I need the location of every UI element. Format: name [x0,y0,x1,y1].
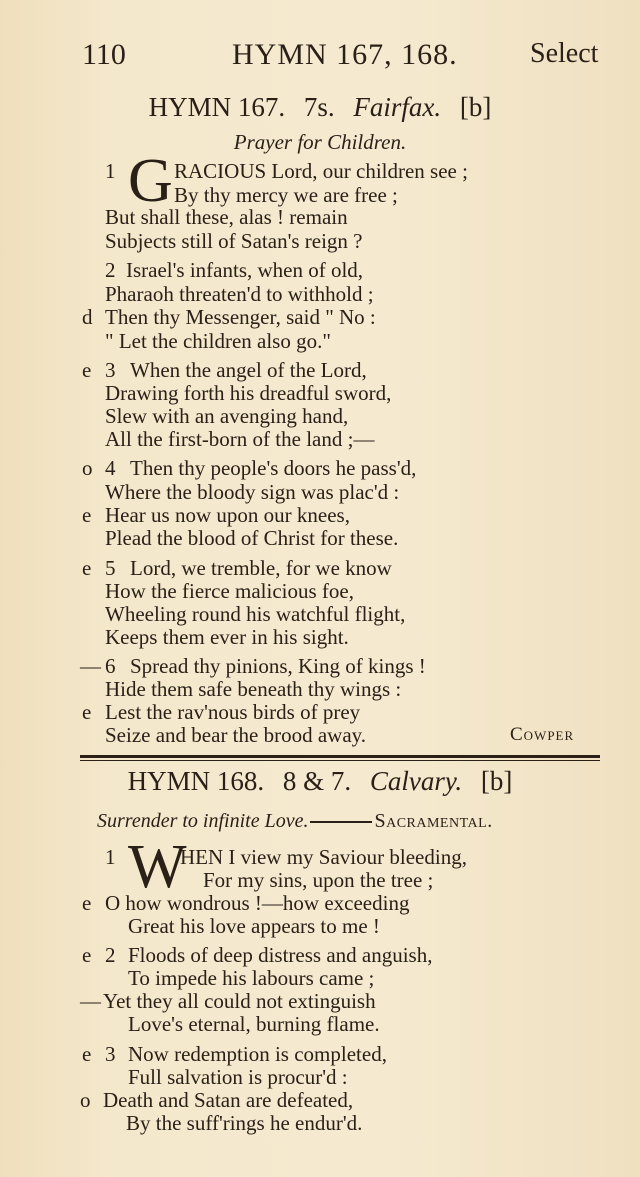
stanza-number: 3 [105,358,116,382]
attribution: Cowper [510,724,575,745]
dynamic-mark: e [82,556,92,580]
verse-line: Wheeling round his watchful flight, [105,602,406,626]
hymn-168-tune: Calvary. [369,766,463,796]
verse-line: Pharaoh threaten'd to withhold ; [105,282,374,306]
verse-line: Great his love appears to me ! [128,914,380,938]
stanza-number: 2 [105,943,116,967]
verse-line: Plead the blood of Christ for these. [105,526,399,550]
hymn-167-key: [b] [459,92,492,122]
verse-line: But shall these, alas ! remain [105,205,348,229]
verse-line: Slew with an avenging hand, [105,404,349,428]
verse-line: " Let the children also go." [105,329,331,353]
hymn-168-subtitle [97,810,493,833]
verse-line: Then thy people's doors he pass'd, [130,456,417,480]
hymn-167-tune: Fairfax. [353,92,442,122]
verse-line: Drawing forth his dreadful sword, [105,381,392,405]
dynamic-mark: e [82,700,92,724]
verse-line: Then thy Messenger, said " No : [105,305,376,329]
hymn-168-subtitle-text: Surrender to infinite Love. [97,810,309,832]
verse-line: Lord, we tremble, for we know [130,556,392,580]
stanza-number: 1 [105,845,116,869]
verse-line: Hear us now upon our knees, [105,503,350,527]
hymn-167-subtitle: Prayer for Children. [233,130,407,154]
running-head-right: Select [530,38,599,69]
hymn-168-meter: 8 & 7. [282,766,352,796]
verse-line: By the suff'rings he endur'd. [126,1111,363,1135]
dynamic-mark: o [80,1088,91,1112]
verse-line: To impede his labours came ; [128,966,375,990]
dynamic-mark: d [82,305,93,329]
dynamic-mark: — [80,989,101,1013]
dynamic-mark: e [82,1042,92,1066]
drop-cap: W [128,833,187,901]
verse-line: Love's eternal, burning flame. [128,1012,380,1036]
subtitle-dash [310,821,372,823]
stanza-number: 4 [105,456,116,480]
verse-line: When the angel of the Lord, [130,358,367,382]
verse-line: Seize and bear the brood away. [105,723,367,747]
stanza-number: 6 [105,654,116,678]
verse-line: Death and Satan are defeated, [103,1088,354,1112]
dynamic-mark: — [80,654,101,678]
verse-line: Yet they all could not extinguish [103,989,376,1013]
dynamic-mark: e [82,943,92,967]
dynamic-mark: e [82,503,92,527]
hymn-168-number: HYMN 168. [127,766,265,796]
stanza-number: 1 [105,159,116,183]
section-rule-thin [80,760,600,761]
verse-line: HEN I view my Saviour bleeding, [180,845,467,869]
verse-line: Where the bloody sign was plac'd : [105,480,400,504]
verse-line: Hide them safe beneath thy wings : [105,677,402,701]
dynamic-mark: e [82,358,92,382]
running-head [0,38,640,78]
page-number: 110 [82,38,126,71]
section-rule [80,755,600,758]
verse-line: RACIOUS Lord, our children see ; [174,159,468,183]
verse-line: Israel's infants, when of old, [126,258,364,282]
verse-line: Floods of deep distress and anguish, [128,943,433,967]
hymn-168-heading [0,766,640,797]
verse-line: How the fierce malicious foe, [105,579,354,603]
hymn-167-number: HYMN 167. [148,92,286,122]
stanza-number: 2 [105,258,116,282]
verse-line: Subjects still of Satan's reign ? [105,229,363,253]
hymn-167-meter: 7s. [303,92,335,122]
verse-line: Now redemption is completed, [128,1042,387,1066]
dynamic-mark: o [82,456,93,480]
stanza-number: 3 [105,1042,116,1066]
verse-line: Full salvation is procur'd : [128,1065,348,1089]
dynamic-mark: e [82,891,92,915]
verse-line: By thy mercy we are free ; [174,183,398,207]
verse-line: For my sins, upon the tree ; [203,868,434,892]
drop-cap: G [128,147,173,215]
stanza-number: 5 [105,556,116,580]
hymn-167-heading [0,92,640,123]
verse-line: Keeps them ever in his sight. [105,625,349,649]
hymn-168-occasion: Sacramental. [374,810,493,832]
running-title: HYMN 167, 168. [232,38,458,71]
hymn-168-key: [b] [480,766,513,796]
verse-line: All the first-born of the land ;— [105,427,375,451]
verse-line: Lest the rav'nous birds of prey [105,700,361,724]
verse-line: Spread thy pinions, King of kings ! [130,654,426,678]
verse-line: O how wondrous !—how exceeding [105,891,410,915]
